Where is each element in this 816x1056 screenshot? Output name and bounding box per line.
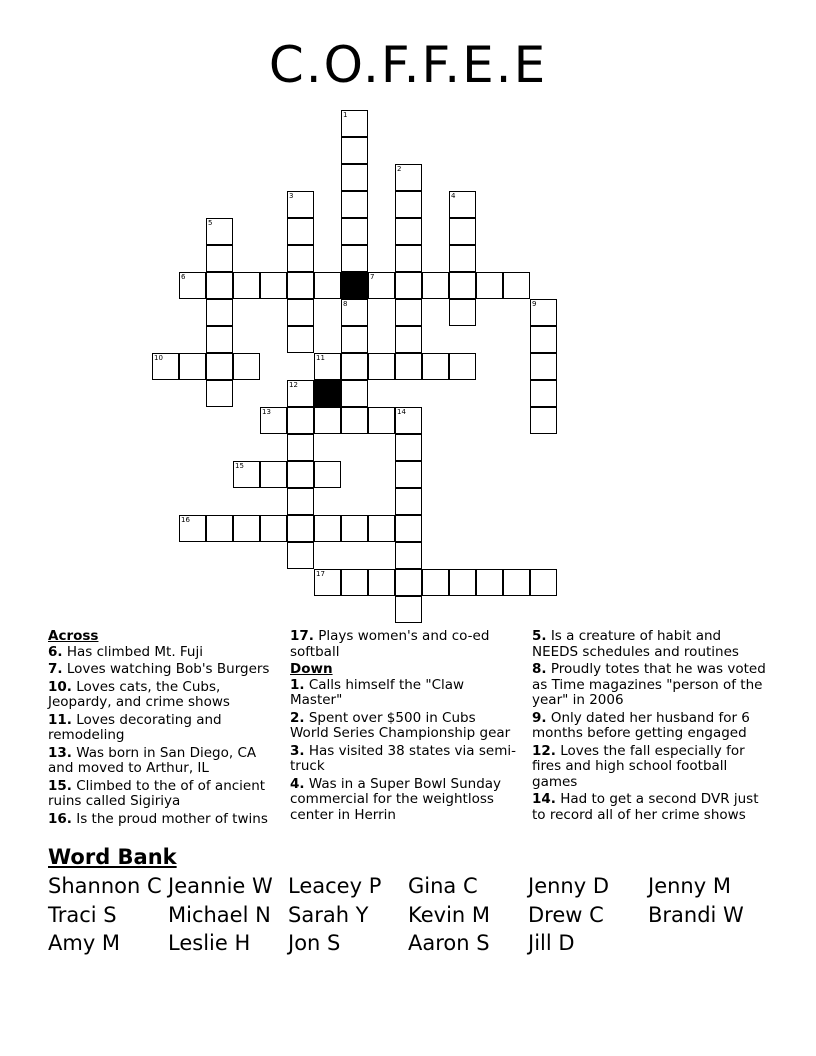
grid-cell[interactable] [206,326,233,353]
grid-cell[interactable] [449,272,476,299]
grid-cell[interactable] [287,515,314,542]
word-bank-item: Jon S [288,931,341,955]
clue-number-12: 12 [289,381,298,389]
clues-column-1 [48,629,276,829]
clue-number-17: 17 [316,570,325,578]
grid-cell[interactable] [530,407,557,434]
clue-down-12: 12. Loves the fall especially for fires and high school football games [532,742,745,790]
grid-cell[interactable] [530,569,557,596]
clue-number-7: 7 [370,273,375,281]
grid-cell[interactable] [395,596,422,623]
clue-number-10: 10 [154,354,163,362]
word-bank-item: Aaron S [408,931,490,955]
grid-cell[interactable] [395,191,422,218]
word-bank-item: Leacey P [288,874,382,898]
grid-cell[interactable] [206,299,233,326]
grid-cell[interactable] [503,569,530,596]
clue-number-11: 11 [316,354,325,362]
clue-down-2: 2. Spent over $500 in Cubs World Series Championship gear [290,709,511,741]
clue-across-13: 13. Was born in San Diego, CA and moved to Arthur, IL [48,744,257,776]
grid-cell[interactable] [233,272,260,299]
down-heading: Down [290,661,333,677]
clue-down-14: 14. Had to get a second DVR just to record all of her crime shows [532,791,759,823]
clues-column-2 [290,629,516,825]
clue-number-5: 5 [208,219,213,227]
grid-cell[interactable] [449,299,476,326]
grid-cell[interactable] [206,380,233,407]
grid-cell[interactable] [395,569,422,596]
grid-cell[interactable] [314,461,341,488]
clue-across-7: 7. Loves watching Bob's Burgers [48,661,270,677]
clue-number-4: 4 [451,192,456,200]
grid-cell[interactable] [287,542,314,569]
grid-cell[interactable] [368,407,395,434]
grid-cell[interactable] [368,515,395,542]
clues-column-3 [532,629,766,825]
grid-cell[interactable] [287,272,314,299]
word-bank-item: Leslie H [168,931,251,955]
grid-cell[interactable] [395,353,422,380]
grid-cell[interactable] [341,407,368,434]
grid-cell[interactable] [530,353,557,380]
grid-cell[interactable] [395,515,422,542]
grid-cell[interactable] [206,353,233,380]
grid-cell[interactable] [395,326,422,353]
grid-cell[interactable] [287,407,314,434]
grid-cell[interactable] [530,380,557,407]
word-bank-item: Gina C [408,874,478,898]
grid-cell[interactable] [341,380,368,407]
grid-cell[interactable] [341,245,368,272]
clue-number-16: 16 [181,516,190,524]
grid-cell[interactable] [341,326,368,353]
clue-down-4: 4. Was in a Super Bowl Sunday commercial for the weightloss center in Herrin [290,775,502,823]
clue-number-15: 15 [235,462,244,470]
grid-cell[interactable] [287,434,314,461]
clue-across-11: 11. Loves decorating and remodeling [48,711,222,743]
grid-cell[interactable] [341,515,368,542]
grid-cell[interactable] [395,299,422,326]
grid-cell[interactable] [287,461,314,488]
clue-number-1: 1 [343,111,348,119]
grid-cell[interactable] [422,569,449,596]
grid-cell[interactable] [395,488,422,515]
grid-cell[interactable] [395,434,422,461]
grid-cell[interactable] [395,245,422,272]
grid-cell[interactable] [368,569,395,596]
grid-cell[interactable] [341,353,368,380]
grid-cell[interactable] [341,137,368,164]
grid-cell[interactable] [476,272,503,299]
grid-cell[interactable] [449,245,476,272]
clue-down-9: 9. Only dated her husband for 6 months before getting engaged [532,709,750,741]
clue-across-17: 17. Plays women's and co-ed softball [290,628,490,660]
grid-cell[interactable] [287,218,314,245]
grid-block [341,272,368,299]
grid-cell[interactable] [206,515,233,542]
grid-block [314,380,341,407]
grid-cell[interactable] [476,569,503,596]
grid-cell[interactable] [503,272,530,299]
grid-cell[interactable] [287,299,314,326]
word-bank-item: Amy M [48,931,121,955]
word-bank-item: Jenny D [528,874,610,898]
grid-cell[interactable] [449,218,476,245]
clue-across-10: 10. Loves cats, the Cubs, Jeopardy, and crime shows [48,678,230,710]
grid-cell[interactable] [449,569,476,596]
clue-down-1: 1. Calls himself the "Claw Master" [290,676,465,708]
clue-down-8: 8. Proudly totes that he was voted as Time magazines "person of the year" in 2006 [532,661,766,708]
clue-number-2: 2 [397,165,402,173]
across-heading: Across [48,628,99,644]
grid-cell[interactable] [422,353,449,380]
grid-cell[interactable] [422,272,449,299]
word-bank-item: Kevin M [408,902,491,927]
clue-across-16: 16. Is the proud mother of twins [48,810,268,827]
grid-cell[interactable] [260,272,287,299]
grid-cell[interactable] [179,353,206,380]
word-bank-item: Michael N [168,902,271,927]
grid-cell[interactable] [449,353,476,380]
word-bank-title: Word Bank [48,845,177,869]
grid-cell[interactable] [395,218,422,245]
clue-down-3: 3. Has visited 38 states via semi-truck [290,742,516,774]
word-bank-item: Jeannie W [168,874,273,898]
word-bank-item: Traci S [48,902,117,927]
grid-cell[interactable] [260,461,287,488]
grid-cell[interactable] [314,515,341,542]
clue-number-13: 13 [262,408,271,416]
grid-cell[interactable] [287,245,314,272]
clue-down-5: 5. Is a creature of habit and NEEDS schedules and routines [532,628,739,660]
grid-cell[interactable] [395,461,422,488]
word-bank-item: Brandi W [648,902,744,927]
grid-cell[interactable] [341,164,368,191]
grid-cell[interactable] [368,353,395,380]
grid-cell[interactable] [233,353,260,380]
clue-number-9: 9 [532,300,537,308]
word-bank-item: Sarah Y [288,902,369,927]
puzzle-title: C.O.F.F.E.E [268,36,548,94]
word-bank-item: Jenny M [648,874,731,898]
clue-number-14: 14 [397,408,406,416]
grid-cell[interactable] [314,272,341,299]
grid-cell[interactable] [260,515,287,542]
grid-cell[interactable] [206,245,233,272]
grid-cell[interactable] [233,515,260,542]
grid-cell[interactable] [314,407,341,434]
clue-number-3: 3 [289,192,294,200]
grid-cell[interactable] [530,326,557,353]
word-bank-item: Shannon C [48,874,162,898]
grid-cell[interactable] [287,488,314,515]
grid-cell[interactable] [395,272,422,299]
clue-number-6: 6 [181,273,186,281]
clue-across-15: 15. Climbed to the of of ancient ruins called Sigiriya [48,777,266,809]
grid-cell[interactable] [206,272,233,299]
grid-cell[interactable] [341,191,368,218]
grid-cell[interactable] [287,326,314,353]
clue-across-6: 6. Has climbed Mt. Fuji [48,643,203,660]
clue-number-8: 8 [343,300,348,308]
grid-cell[interactable] [341,218,368,245]
word-bank-item: Drew C [528,902,604,927]
grid-cell[interactable] [341,569,368,596]
grid-cell[interactable] [395,542,422,569]
word-bank-item: Jill D [528,931,575,955]
